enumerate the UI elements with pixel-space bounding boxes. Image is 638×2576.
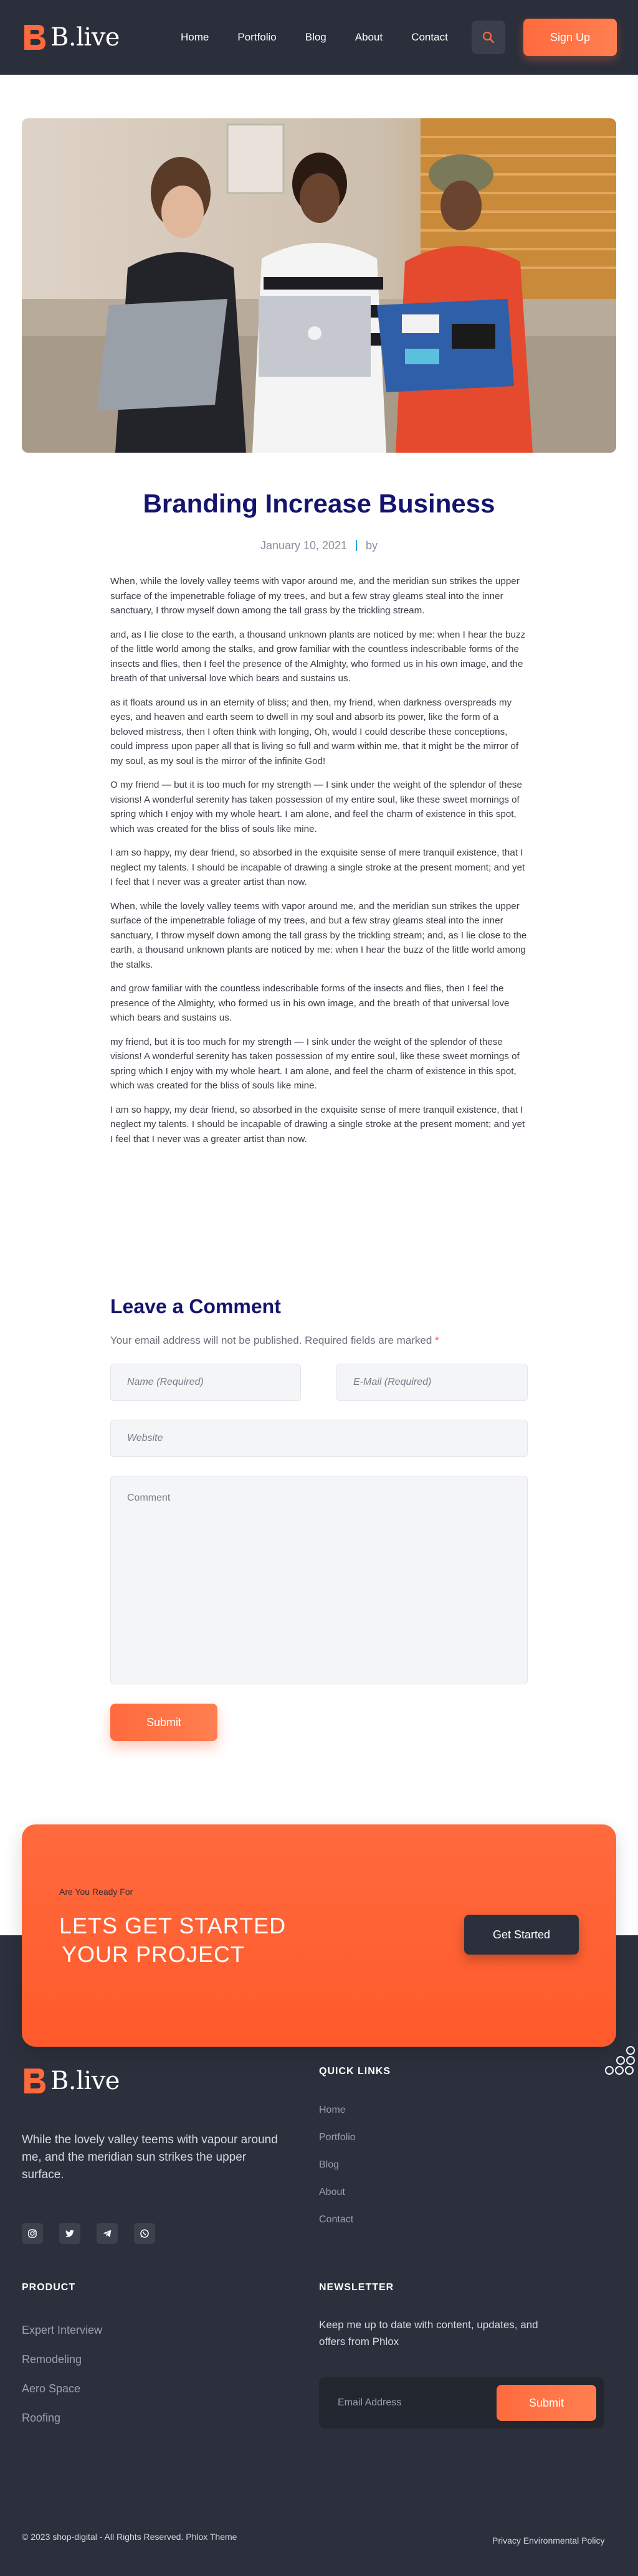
newsletter-text: Keep me up to date with content, updates, and offers from Phlox bbox=[319, 2319, 538, 2347]
newsletter-submit-button[interactable]: Submit bbox=[497, 2385, 596, 2421]
article-paragraph: and grow familiar with the countless indescribable forms of the insects and flies, then I feel the presence of the Almighty, who formed us in his own image, and the breath of that universal love which bears and sustains us. bbox=[110, 983, 510, 1023]
logo-icon bbox=[22, 22, 47, 52]
comment-note-text: Your email address will not be published. Required fields are marked bbox=[110, 1334, 432, 1346]
nav-home[interactable]: Home bbox=[181, 31, 209, 43]
cta-headline-line2: YOUR PROJECT bbox=[62, 1941, 245, 1967]
article-paragraph: O my friend — but it is too much for my strength — I sink under the weight of the splendor of these visions! A wonderful serenity has taken possession of my entire soul, like these sweet mornings of spring which I enjoy with my whole heart. I am alone, and feel the charm of existence in this spot, which was created for the bliss of souls like mine. bbox=[110, 780, 522, 834]
logo-icon bbox=[22, 2066, 47, 2096]
whatsapp-icon bbox=[140, 2229, 150, 2239]
main-nav bbox=[181, 0, 477, 75]
footer-link-about[interactable]: About bbox=[319, 2187, 345, 2197]
nav-blog[interactable]: Blog bbox=[305, 31, 326, 43]
newsletter-heading: NEWSLETTER bbox=[319, 2282, 394, 2293]
article-author-label: by bbox=[366, 539, 378, 552]
social-instagram[interactable] bbox=[22, 2223, 43, 2244]
social-whatsapp[interactable] bbox=[134, 2223, 155, 2244]
signup-button[interactable]: Sign Up bbox=[523, 19, 617, 56]
hero-image bbox=[22, 118, 616, 453]
product-heading: PRODUCT bbox=[22, 2282, 76, 2293]
logo-text: B.live bbox=[50, 23, 120, 52]
telegram-icon bbox=[102, 2229, 112, 2239]
twitter-icon bbox=[65, 2229, 75, 2239]
product-link-roofing[interactable]: Roofing bbox=[22, 2412, 61, 2424]
privacy-policy-link[interactable]: Privacy Environmental Policy bbox=[492, 2536, 605, 2545]
article-body bbox=[110, 574, 528, 1156]
header-logo[interactable] bbox=[22, 22, 120, 52]
search-button[interactable] bbox=[472, 21, 505, 54]
comment-note bbox=[110, 1334, 439, 1347]
nav-contact[interactable]: Contact bbox=[411, 31, 448, 43]
name-field[interactable]: Name (Required) bbox=[110, 1364, 301, 1401]
decorative-dots bbox=[602, 2045, 638, 2083]
footer-link-portfolio[interactable]: Portfolio bbox=[319, 2132, 356, 2143]
comment-textarea[interactable]: Comment bbox=[110, 1476, 528, 1684]
cta-headline bbox=[59, 1912, 286, 1969]
newsletter-form bbox=[319, 2377, 604, 2428]
product-link-remodeling[interactable]: Remodeling bbox=[22, 2353, 82, 2366]
required-mark: * bbox=[435, 1334, 439, 1346]
instagram-icon bbox=[27, 2229, 37, 2239]
article-paragraph: When, while the lovely valley teems with vapor around me, and the meridian sun strikes the upper surface of the impenetrable foliage of my trees, and but a few stray gleams steal into the inner sanctuary, I throw myself down among the tall grass by the trickling stream. bbox=[110, 576, 520, 616]
email-field[interactable]: E-Mail (Required) bbox=[336, 1364, 528, 1401]
article-date[interactable]: January 10, 2021 bbox=[260, 539, 348, 552]
article-paragraph: as it floats around us in an eternity of bliss; and then, my friend, when darkness overspreads my eyes, and heaven and earth seem to dwell in my soul and absorb its power, like the form of a beloved mistress, then I often think with longing, Oh, would I could describe these conceptions, could impress upon paper all that is living so full and warm within me, that it might be the mirror of my soul, as my soul is the mirror of the infinite God! bbox=[110, 697, 519, 767]
cta-headline-line1: LETS GET STARTED bbox=[59, 1913, 287, 1938]
footer-description: While the lovely valley teems with vapour around me, and the meridian sun strikes the upper surface. bbox=[22, 2133, 278, 2181]
newsletter-email-input[interactable]: Email Address bbox=[338, 2397, 402, 2408]
quick-links-heading: QUICK LINKS bbox=[319, 2066, 391, 2077]
social-telegram[interactable] bbox=[97, 2223, 118, 2244]
submit-comment-button[interactable]: Submit bbox=[110, 1704, 217, 1741]
social-twitter[interactable] bbox=[59, 2223, 80, 2244]
footer-logo-text: B.live bbox=[50, 2067, 120, 2095]
copyright-text: © 2023 shop-digital - All Rights Reserved. Phlox Theme bbox=[22, 2532, 237, 2542]
nav-portfolio[interactable]: Portfolio bbox=[237, 31, 277, 43]
comment-section-title: Leave a Comment bbox=[110, 1295, 281, 1318]
cta-banner bbox=[22, 1824, 616, 2047]
cta-subtitle: Are You Ready For bbox=[59, 1887, 133, 1897]
meta-divider bbox=[356, 540, 357, 551]
footer-link-home[interactable]: Home bbox=[319, 2105, 346, 2115]
article-paragraph: my friend, but it is too much for my strength — I sink under the weight of the splendor of these visions! A wonderful serenity has taken possession of my entire soul, like these sweet mornings of spring which I enjoy with my whole heart. I am alone, and feel the charm of existence in this spot, which was created for the bliss of souls like mine. bbox=[110, 1036, 520, 1091]
footer-logo[interactable] bbox=[22, 2066, 120, 2096]
search-icon bbox=[482, 31, 495, 44]
article-title: Branding Increase Business bbox=[143, 489, 495, 518]
article-paragraph: When, while the lovely valley teems with vapor around me, and the meridian sun strikes the upper surface of the impenetrable foliage of my trees, and but a few stray gleams steal into the inner sanctuary, I throw myself down among the tall grass by the trickling stream; and, as I lie close to the earth, a thousand unknown plants are noticed by me: when I hear the buzz of the little world among the stalks. bbox=[110, 900, 527, 970]
article-meta bbox=[0, 539, 638, 552]
website-field[interactable]: Website bbox=[110, 1420, 528, 1457]
product-link-expert-interview[interactable]: Expert Interview bbox=[22, 2324, 103, 2336]
article-paragraph: I am so happy, my dear friend, so absorbed in the exquisite sense of mere tranquil existence, that I neglect my talents. I should be incapable of drawing a single stroke at the present moment; and yet I feel that I never was a greater artist than now. bbox=[110, 1104, 525, 1144]
nav-about[interactable]: About bbox=[355, 31, 383, 43]
get-started-button[interactable]: Get Started bbox=[464, 1915, 579, 1955]
site-header bbox=[0, 0, 638, 75]
article-paragraph: I am so happy, my dear friend, so absorbed in the exquisite sense of mere tranquil existence, that I neglect my talents. I should be incapable of drawing a single stroke at the present moment; and yet I feel that I never was a greater artist than now. bbox=[110, 847, 525, 887]
article-paragraph: and, as I lie close to the earth, a thousand unknown plants are noticed by me: when I hear the buzz of the little world among the stalks, and grow familiar with the countless indescribable forms of the insects and flies, then I feel the presence of the Almighty, who formed us in his own image, and the breath of that universal love which bears and sustains us. bbox=[110, 629, 526, 684]
product-link-aero-space[interactable]: Aero Space bbox=[22, 2382, 81, 2395]
footer-link-contact[interactable]: Contact bbox=[319, 2214, 354, 2225]
footer-link-blog[interactable]: Blog bbox=[319, 2159, 340, 2170]
